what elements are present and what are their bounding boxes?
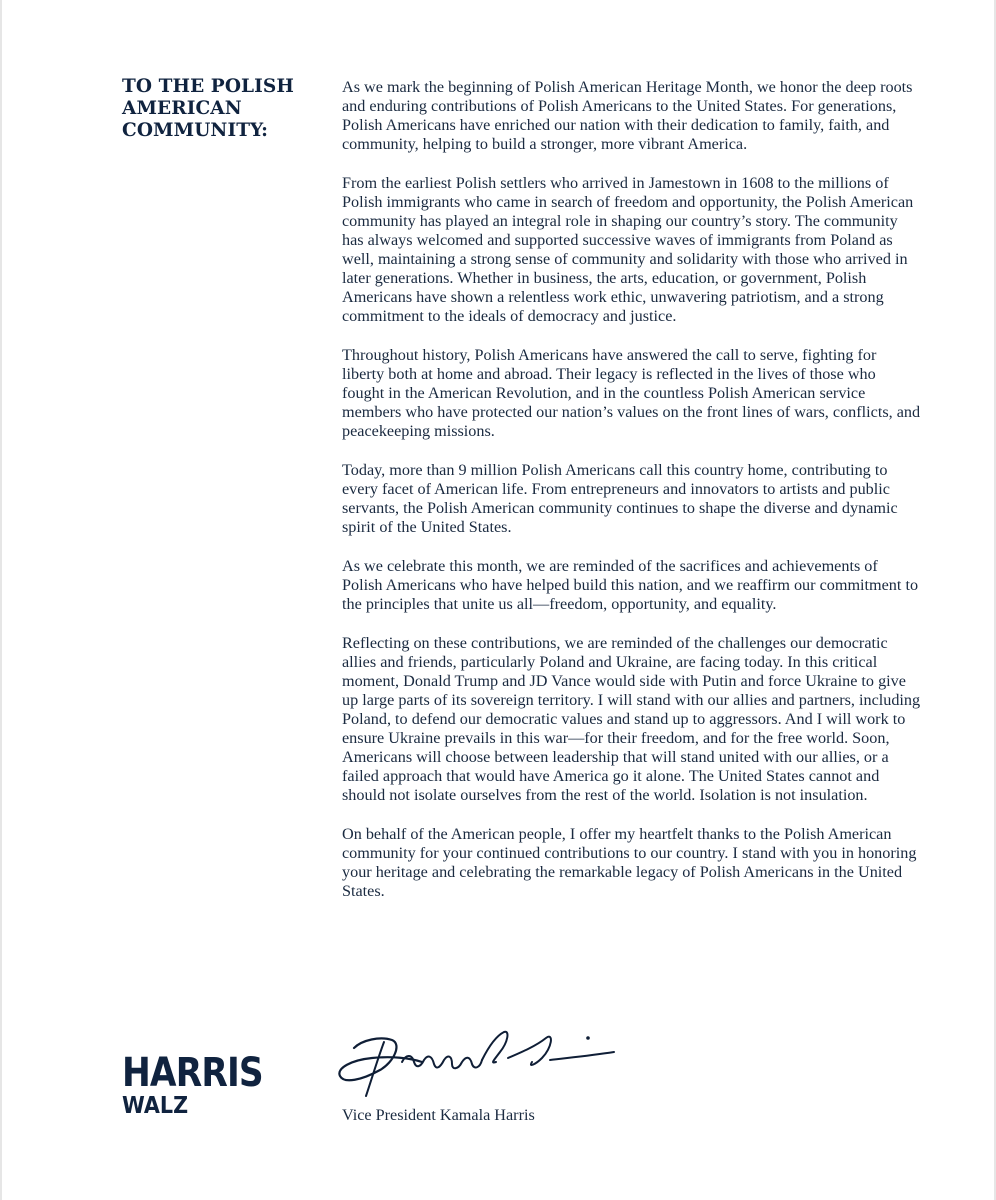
paragraph-1: As we mark the beginning of Polish American Heritage Month, we honor the deep roots and enduring contributions of Polish Americans to the United States. For generations, Polish Americans have enriched our nation with their dedication to family, faith, and community, helping to build a stronger, more vibrant America. [342,78,913,153]
logo-line-harris: HARRIS [122,1050,263,1096]
harris-walz-logo [122,1052,286,1118]
signer-name: Vice President Kamala Harris [342,1106,535,1124]
paragraph-6: Reflecting on these contributions, we are reminded of the challenges our democratic allies and friends, particularly Poland and Ukraine, are facing today. In this critical moment, Donald Trump and JD Vance would side with Putin and force Ukraine to give up large parts of its sovereign territory. I will stand with our allies and partners, including Poland, to defend our democratic values and stand up to aggressors. And I will work to ensure Ukraine prevails in this war—for their freedom, and for the free world. Soon, Americans will choose between leadership that will stand united with our allies, or a failed approach that would have America go it alone. The United States cannot and should not isolate ourselves from the rest of the world. Isolation is not insulation. [342,634,921,804]
logo-line-walz: WALZ [122,1093,189,1119]
paragraph-7: On behalf of the American people, I offer my heartfelt thanks to the Polish American community for your continued contributions to our country. I stand with you in honoring your heritage and celebrating the remarkable legacy of Polish Americans in the United States. [342,825,917,900]
paragraph-5: As we celebrate this month, we are reminded of the sacrifices and achievements of Polish Americans who have helped build this nation, and we reaffirm our commitment to the principles that unite us all—freedom, opportunity, and equality. [342,557,919,613]
signature-text: Kamala Harris [332,1018,338,1019]
letter-body [342,78,922,921]
paragraph-2: From the earliest Polish settlers who arrived in Jamestown in 1608 to the millions of Polish immigrants who came in search of freedom and opportunity, the Polish American community has played an integral role in shaping our country’s story. The community has always welcomed and supported successive waves of immigrants from Poland as well, maintaining a strong sense of community and solidarity with those who arrived in later generations. Whether in business, the arts, education, or government, Polish Americans have shown a relentless work ethic, unwavering patriotism, and a strong commitment to the ideals of democracy and justice. [342,174,914,325]
letter-heading: TO THE POLISH AMERICAN COMMUNITY: [122,76,294,141]
paragraph-3: Throughout history, Polish Americans have answered the call to serve, fighting for liberty both at home and abroad. Their legacy is reflected in the lives of those who fought in the American Revolution, and in the countless Polish American service members who have protected our nation’s values on the front lines of wars, conflicts, and peacekeeping missions. [342,346,921,440]
signature-icon [332,1018,632,1100]
paragraph-4: Today, more than 9 million Polish Americans call this country home, contributing to every facet of American life. From entrepreneurs and innovators to artists and public servants, the Polish American community continues to shape the diverse and dynamic spirit of the United States. [342,461,898,536]
